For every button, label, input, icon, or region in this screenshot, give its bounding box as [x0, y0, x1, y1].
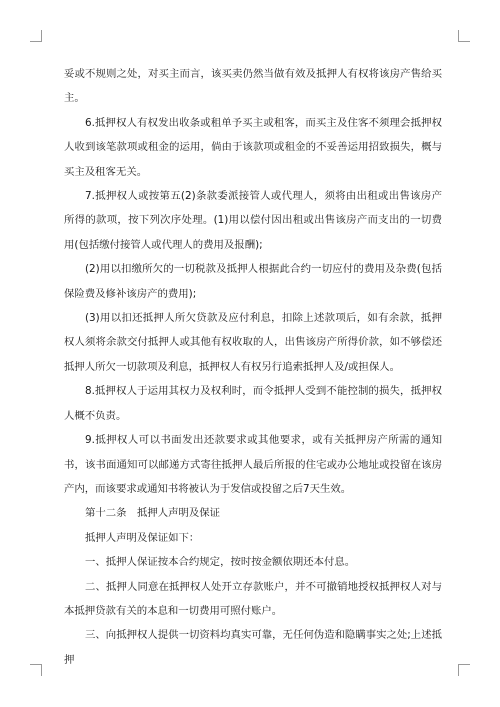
paragraph-declaration-intro: 抵押人声明及保证如下：: [85, 531, 200, 544]
paragraph-clause-7-3: (3)用以扣还抵押人所欠贷款及应付利息，扣除上述款项后，如有余款，抵押权人须将余款交付抵押人或其他有权收取的人，出售该房产所得价款，如不够偿还抵押人所欠一切款项及利息，抵押权人有权另行追索抵押人及/或担保人。: [64, 312, 442, 373]
paragraph-clause-7-2: (2)用以扣缴所欠的一切税款及抵押人根据此合约一切应付的费用及杂费(包括保险费及修补该房产的费用);: [64, 263, 442, 300]
paragraph-clause-7: 7.抵押权人或按第五(2)条款委派接管人或代理人，须将由出租或出售该房产所得的款项，按下列次序处理。(1)用以偿付因出租或出售该房产而支出的一切费用(包括缴付接管人或代理人的费用及报酬);: [64, 190, 442, 251]
article-12-heading: 第十二条 抵押人声明及保证: [85, 507, 221, 520]
paragraph-item-1: 一、抵押人保证按本合约规定，按时按金额依期还本付息。: [85, 556, 356, 569]
paragraph-item-2: 二、抵押人同意在抵押权人处开立存款账户，并不可撤销地授权抵押权人对与本抵押贷款有关的本息和一切费用可照付账户。: [64, 580, 442, 617]
document-body: [64, 62, 442, 672]
paragraph-item-3: 三、向抵押权人提供一切资料均真实可靠，无任何伪造和隐瞒事实之处;上述抵押: [64, 629, 442, 666]
paragraph-continuation: 妥或不规则之处，对买主而言，该买卖仍然当做有效及抵押人有权将该房产售给买主。: [64, 68, 442, 105]
paragraph-clause-9: 9.抵押权人可以书面发出还款要求或其他要求，或有关抵押房产所需的通知书，该书面通知可以邮递方式寄往抵押人最后所报的住宅或办公地址或投留在该房产内，而该要求或通知书将被认为于发信或投留之后7天生效。: [64, 434, 442, 495]
paragraph-clause-6: 6.抵押权人有权发出收条或租单予买主或租客，而买主及住客不须理会抵押权人收到该笔款项或租金的运用，倘由于该款项或租金的不妥善运用招致损失，概与买主及租客无关。: [64, 116, 442, 178]
paragraph-clause-8: 8.抵押权人于运用其权力及权利时，而令抵押人受到不能控制的损失，抵押权人概不负责。: [64, 385, 442, 422]
